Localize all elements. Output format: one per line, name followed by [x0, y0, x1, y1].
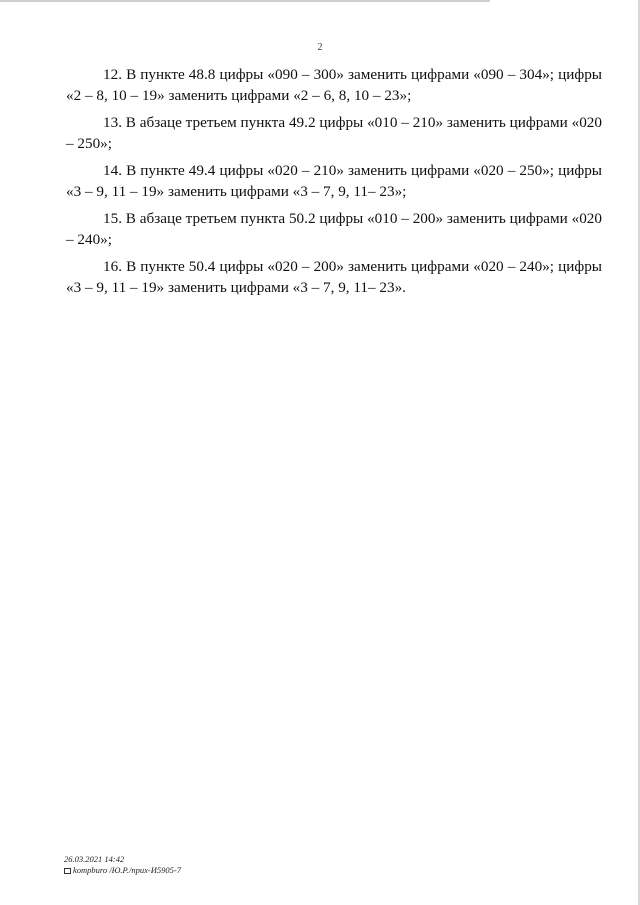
paragraph-12: 12. В пункте 48.8 цифры «090 – 300» заменить цифрами «090 – 304»; цифры «2 – 8, 10 – 19» заменить цифрами «2 – 6, 8, 10 – 23»;: [66, 66, 602, 104]
page-number: 2: [317, 42, 323, 53]
footer-file-line: [64, 865, 181, 876]
scan-edge-top: [0, 0, 490, 2]
document-body: [66, 64, 602, 304]
document-icon: [64, 868, 71, 874]
footer-timestamp: 26.03.2021 14:42: [64, 854, 125, 864]
paragraph-14: 14. В пункте 49.4 цифры «020 – 210» заменить цифрами «020 – 250»; цифры «3 – 9, 11 – 19» заменить цифрами «3 – 7, 9, 11– 23»;: [66, 162, 602, 200]
document-footer: [64, 854, 181, 876]
footer-file-path: kompburo /Ю.Р./npux-И5905-7: [73, 865, 181, 875]
paragraph-15: 15. В абзаце третьем пункта 50.2 цифры «010 – 200» заменить цифрами «020 – 240»;: [66, 210, 602, 248]
paragraph-16: 16. В пункте 50.4 цифры «020 – 200» заменить цифрами «020 – 240»; цифры «3 – 9, 11 – 19» заменить цифрами «3 – 7, 9, 11– 23».: [66, 258, 602, 296]
paragraph-13: 13. В абзаце третьем пункта 49.2 цифры «010 – 210» заменить цифрами «020 – 250»;: [66, 114, 602, 152]
